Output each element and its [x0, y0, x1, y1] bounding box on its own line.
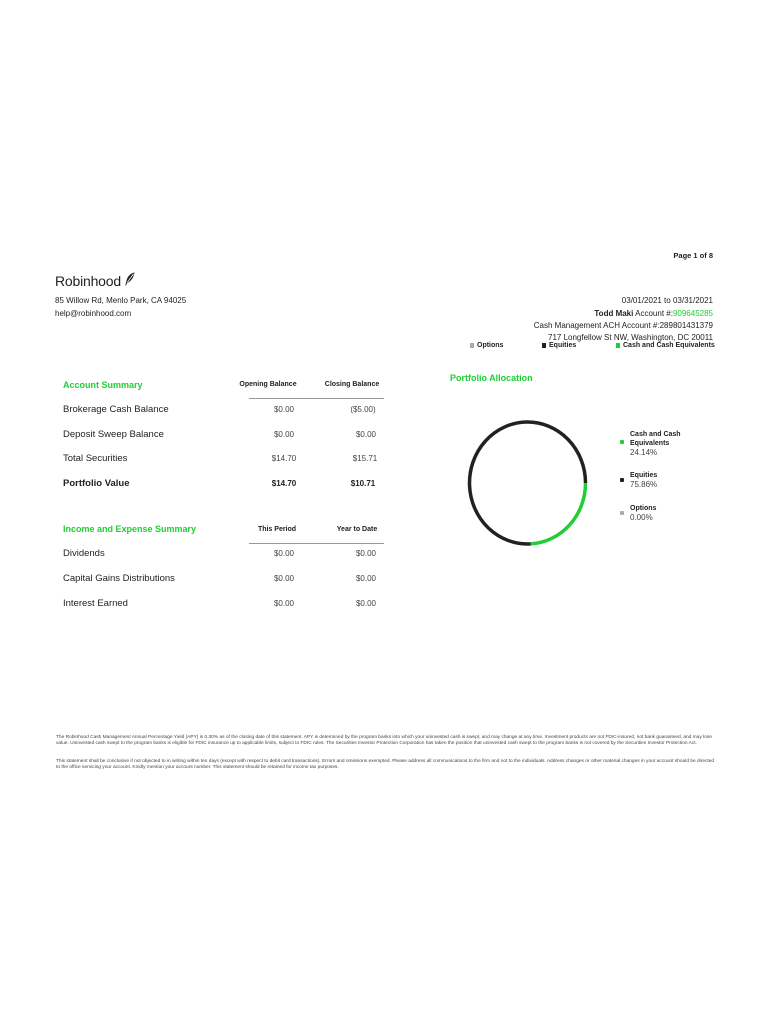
options-legend-dot [620, 511, 624, 515]
page-number: Page 1 of 8 [673, 251, 713, 260]
feather-icon [124, 272, 136, 289]
account-address: 717 Longfellow St NW, Washington, DC 20011 [548, 333, 713, 342]
brokerage-cash-label: Brokerage Cash Balance [63, 404, 169, 415]
equities-legend-dot [620, 478, 624, 482]
equities-legend-pct: 75.86% [630, 480, 658, 489]
closing-balance-header: Closing Balance [324, 381, 380, 388]
account-summary-title: Account Summary [63, 380, 143, 390]
dividends-ytd: $0.00 [355, 549, 377, 558]
account-number: 909645285 [672, 309, 713, 318]
portfolio-value-label: Portfolio Value [63, 478, 130, 489]
portfolio-value-open: $14.70 [271, 479, 297, 488]
account-line [594, 309, 713, 318]
deposit-sweep-label: Deposit Sweep Balance [63, 429, 164, 440]
dividends-label: Dividends [63, 548, 105, 559]
capital-gains-period: $0.00 [273, 574, 295, 583]
portfolio-allocation-title: Portfolio Allocation [450, 373, 533, 383]
total-securities-open: $14.70 [271, 454, 297, 463]
interest-earned-ytd: $0.00 [355, 599, 377, 608]
brokerage-cash-close: ($5.00) [350, 405, 376, 414]
disclaimer-paragraph-1: The Robinhood Cash Management Annual Percentage Yield (APY) is 0.30% as of the closing date of this statement. APY is determined by the program banks into which your uninvested cash is swept, and may change at any time. Investment products are not FDIC-insured, not bank guaranteed, and may lose value. Uninvested cash swept to the program banks is eligible for FDIC insurance up to applicable limits, subject to FDIC rules. The Securities Investor Protection Corporation has taken the position that uninvested cash swept to the program banks is not covered by the Securities Investor Protection Act. [56, 735, 712, 746]
deposit-sweep-open: $0.00 [273, 430, 295, 439]
divider [249, 543, 384, 544]
deposit-sweep-close: $0.00 [355, 430, 377, 439]
company-email[interactable]: help@robinhood.com [55, 309, 132, 318]
equities-swatch [542, 343, 546, 348]
income-summary-title: Income and Expense Summary [63, 524, 197, 534]
opening-balance-header: Opening Balance [239, 381, 297, 388]
options-legend-pct: 0.00% [630, 513, 653, 522]
brand-name: Robinhood [55, 272, 121, 289]
interest-earned-label: Interest Earned [63, 598, 128, 609]
this-period-header: This Period [257, 526, 297, 533]
disclaimer-paragraph-2: This statement shall be conclusive if not objected to in writing within ten days (except with respect to debit card transactions). Errors and omissions exempted. Please address all communications to the firm and not to the individuals. Address changes or other material changes in your account should be directed to the office servicing your account. Kindly mention your account number. This statement should be retained for income tax purposes. [56, 759, 715, 770]
options-legend-name: Options [630, 505, 657, 512]
divider [249, 398, 384, 399]
capital-gains-label: Capital Gains Distributions [63, 573, 175, 584]
total-securities-label: Total Securities [63, 453, 128, 464]
equities-legend-name: Equities [630, 472, 658, 479]
account-label: Account #: [633, 309, 673, 318]
cash-arc [531, 483, 586, 544]
interest-earned-period: $0.00 [273, 599, 295, 608]
portfolio-value-close: $10.71 [350, 479, 376, 488]
dividends-period: $0.00 [273, 549, 295, 558]
legend-options: Options [470, 342, 503, 349]
brokerage-cash-open: $0.00 [273, 405, 295, 414]
cash-legend-pct: 24.14% [630, 448, 658, 457]
brand-logo [55, 272, 136, 289]
options-swatch [470, 343, 474, 348]
total-securities-close: $15.71 [352, 454, 378, 463]
cash-legend-name: Cash and Cash Equivalents [630, 431, 681, 447]
account-holder-name: Todd Maki [594, 309, 634, 318]
allocation-donut-chart [465, 418, 590, 548]
statement-period: 03/01/2021 to 03/31/2021 [621, 296, 713, 305]
cash-legend-dot [620, 440, 624, 444]
cash-management-account: Cash Management ACH Account #:289801431379 [533, 321, 713, 330]
legend-cash: Cash and Cash Equivalents [616, 342, 715, 349]
capital-gains-ytd: $0.00 [355, 574, 377, 583]
legend-equities: Equities [542, 342, 576, 349]
company-address: 85 Willow Rd, Menlo Park, CA 94025 [55, 296, 187, 305]
cash-swatch [616, 343, 620, 348]
year-to-date-header: Year to Date [336, 526, 378, 533]
